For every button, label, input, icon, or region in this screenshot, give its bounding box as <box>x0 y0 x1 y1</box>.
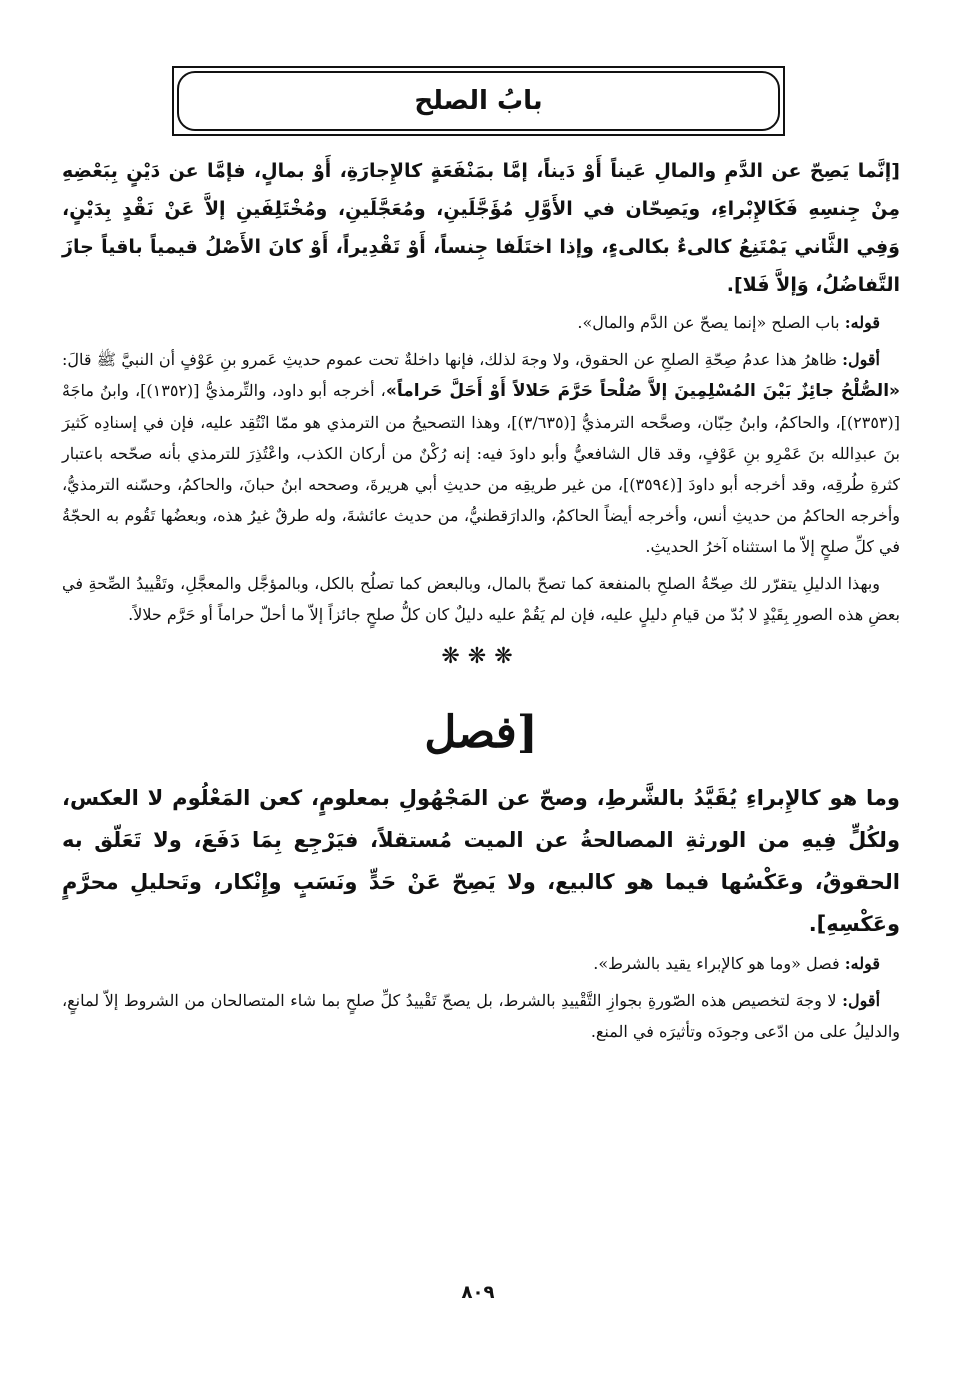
commentary-paragraph-1 <box>62 344 900 562</box>
commentary-3-text: لا وجهَ لتخصيص هذه الصّورةِ بجوازِ التَّقْييدِ بالشرط، بل يصحّ تَقْييدُ كلِّ صلحٍ بما شاء المتصالحان من الشروط إلاّ لمانعٍ، والدليلُ على من ادّعى وجودَه وتأثيرَه في المنع. <box>62 991 900 1041</box>
commentary-paragraph-2: وبهذا الدليلِ يتقرّر لك صِحّةُ الصلحِ بالمنفعة كما تصحّ بالمال، وبالبعض كما تصلُح بالكل، وبالمؤجَّل والمعجَّلِ، وتَقْييدُ الصِّحةِ في بعضِ هذه الصورِ بِقَيْدٍ لا بُدّ من قيامِ دليلٍ عليه، فإن لم يَقُمْ عليه دليلٌ كان كلُّ صلحٍ جائزاً إلاّ ما أحلّ حراماً أو حَرَّم حلالاً. <box>62 574 900 624</box>
commentary-1-text-b: ، أخرجه أبو داود، والتِّرمذيُّ [(١٣٥٢)]، وابنُ ماجَهْ [(٢٣٥٣)]، والحاكمُ، وابنُ حِبّان، وصحَّحه الترمذيُّ [(٣/٦٣٥)]، وهذا التصحيحُ من الترمذي هو ممّا انْتُقِد عليه، فإن في إسنادِه كَثيرَ بنَ عبدِالله بنَ عَمْرِو بنِ عَوْفٍ، وقد قال الشافعيُّ وأبو داودَ فيه: إنه رُكْنٌ من أركان الكذب، واعْتُذِرَ للترمذي بأنه صحّحه باعتبار كثرةِ طُرقِه، وقد أخرجه أبو داودَ [(٣٥٩٤)]، من غير طريقِه من حديثِ أبي هريرةَ، وصححه ابنُ حبانَ، والحاكمُ، وحسّنه الترمذيُّ، وأخرجه الحاكمُ من حديثِ أنس، وأخرجه أيضاً الحاكمُ، والدارَقطنيُّ، من حديث عائشةَ، وله طرقٌ غيرُ هذه، وبعضُها تَقُوم به الحجّةُ في كلِّ صلحٍ إلاّ ما استثناه آخرُ الحديثِ. <box>62 381 901 556</box>
matn-paragraph-1: [إنَّما يَصِحّ عن الدَّمِ والمالِ عَيناً أَوْ دَيناً، إمَّا بمَنْفَعَةٍ كالإِجارَةِ، أَوْ بمالٍ، فإمَّا عن دَيْنٍ بِبَعْضِهِ مِنْ جِنسِهِ فَكَالإِبْراءِ، ويَصِحّان في الأَوَّلِ مُؤَجَّلَينِ، ومُعَجَّلَينِ، ومُخْتَلِفَينِ إلاَّ عَنْ نَقْدٍ بِدَيْنٍ، وَفِي الثَّاني يَمْتَنِعُ كالىءٌ بكالىءٍ، وإذا اختَلَفا جِنساً، أَوْ تَقْدِيراً، أَوْ كانَ الأَصْلُ قيمياً باقياً جازَ التَّفاضُلُ، وَإلاَّ فَلا]. <box>62 160 900 296</box>
chapter-title-frame <box>172 66 785 136</box>
commentary-1-text-a: ظاهرُ هذا عدمُ صِحّةِ الصلحِ عن الحقوق، ولا وجهَ لذلك، فإنها داخلةٌ تحت عموم حديثِ عَمرو بنِ عَوْفٍ أن النبيَّ ﷺ قالَ: <box>62 350 837 369</box>
qawluh-1-text: باب الصلح «إنما يصحّ عن الدَّم والمال». <box>577 313 840 332</box>
page-body <box>62 66 900 1047</box>
hadith-quote: «الصُّلْحُ جائِزٌ بَيْنَ المُسْلِمِينَ إلاَّ صُلْحاً حَرَّمَ حَلالاً أَوْ أَحَلَّ حَراماً» <box>385 381 901 401</box>
qawluh-1-label: قوله: <box>844 313 880 332</box>
page-number: ٨٠٩ <box>461 1282 495 1303</box>
qawluh-2-text: فصل «وما هو كالإبراء يقيد بالشرط». <box>593 954 840 973</box>
qawluh-1 <box>62 308 900 338</box>
chapter-title: بابُ الصلح <box>414 86 543 116</box>
commentary-paragraph-3 <box>62 985 900 1047</box>
commentary-1-label: أقول: <box>842 350 880 369</box>
section-divider: ❋❋❋ <box>441 644 521 669</box>
chapter-title-inner-frame <box>177 71 780 131</box>
section-title: [فصل <box>424 707 538 758</box>
matn-paragraph-2: وما هو كالإِبراءِ يُقَيَّدُ بالشَّرطِ، وصحّ عن المَجْهُولِ بمعلومٍ، كعن المَعْلُوم لا العكس، ولكُلٍّ فِيهِ من الورثةِ المصالحةُ عن الميت مُستقلاً، فيَرْجِع بِمَا دَفَعَ، ولا تَعَلّق به الحقوقُ، وعَكْسُها فيما هو كالبيع، ولا يَصِحّ عَنْ حَدٍّ ونَسَبٍ وإِنْكار، وتَحليلِ محرَّمٍ وعَكْسِهِ]. <box>62 786 900 936</box>
commentary-3-label: أقول: <box>842 991 881 1010</box>
qawluh-2-label: قوله: <box>844 954 880 973</box>
qawluh-2 <box>62 949 900 979</box>
